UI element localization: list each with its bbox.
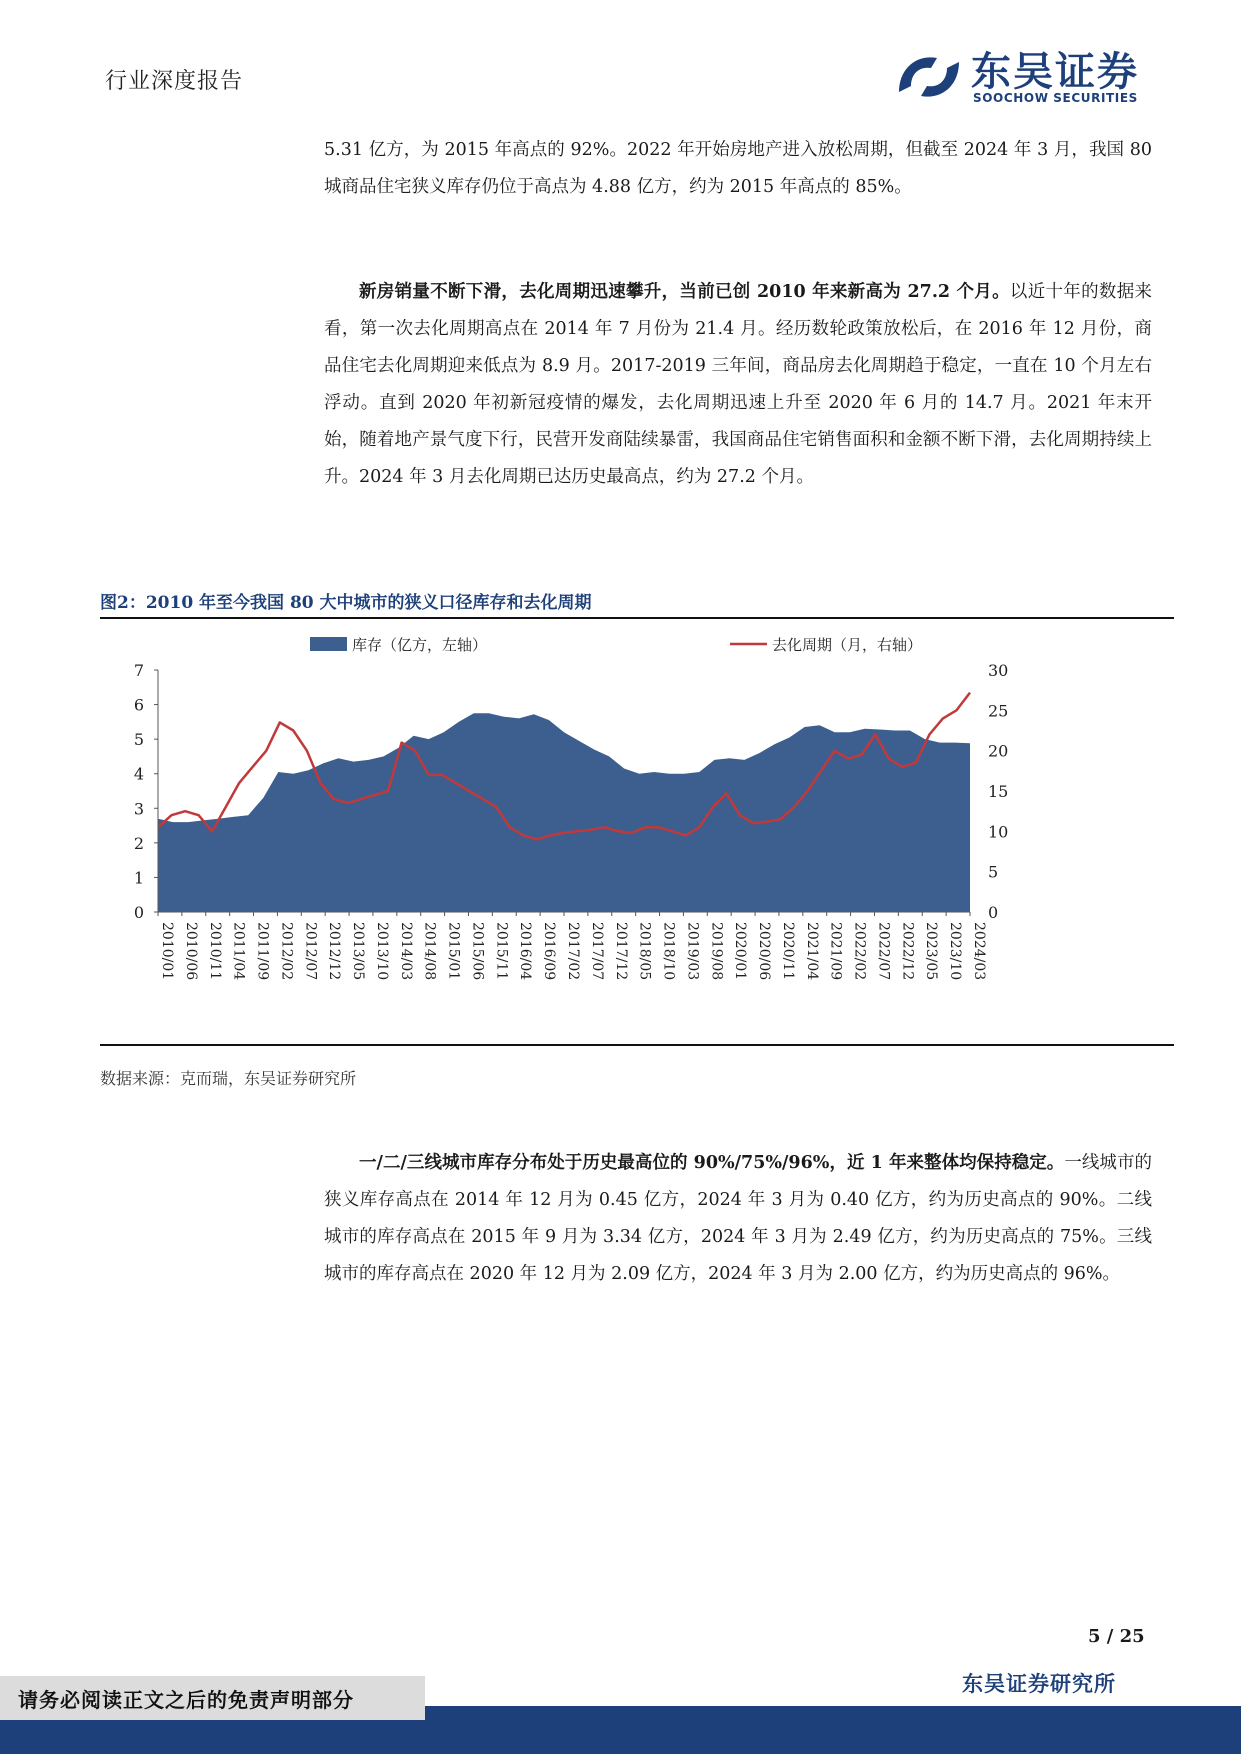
paragraph-destocking-cycle bbox=[324, 274, 1152, 496]
right-tick-label: 20 bbox=[988, 741, 1009, 761]
x-tick-label: 2014/08 bbox=[421, 922, 438, 981]
paragraph-inventory-intro: 5.31 亿方，为 2015 年高点的 92%。2022 年开始房地产进入放松周期，但截至 2024 年 3 月，我国 80 城商品住宅狭义库存仍位于高点为 4.88 亿方，约为 2015 年高点的 85%。 bbox=[324, 140, 1152, 197]
paragraph-destocking-body: 以近十年的数据来看，第一次去化周期高点在 2014 年 7 月份为 21.4 月。经历数轮政策放松后，在 2016 年 12 月份，商品住宅去化周期迎来低点为 8.9 月。2017-2019 三年间，商品房去化周期趋于稳定，一直在 10 个月左右浮动。直到 2020 年初新冠疫情的爆发，去化周期迅速上升至 2020 年 6 月的 14.7 月。2021 年末开始，随着地产景气度下行，民营开发商陆续暴雷，我国商品住宅销售面积和金额不断下滑，去化周期持续上升。2024 年 3 月去化周期已达历史最高点，约为 27.2 个月。 bbox=[324, 282, 1153, 487]
right-tick-label: 15 bbox=[988, 782, 1009, 801]
legend-label-inventory: 库存（亿方，左轴） bbox=[352, 636, 488, 654]
figure-source: 数据来源：克而瑞，东吴证券研究所 bbox=[100, 1069, 357, 1088]
x-tick-label: 2010/06 bbox=[182, 922, 199, 981]
x-tick-label: 2022/12 bbox=[899, 922, 916, 981]
right-tick-label: 0 bbox=[988, 903, 999, 922]
x-tick-label: 2020/01 bbox=[732, 922, 749, 981]
legend-swatch-inventory bbox=[310, 637, 347, 651]
company-logo-icon bbox=[893, 48, 965, 106]
paragraph-city-tiers-lead: 一/二/三线城市库存分布处于历史最高位的 90%/75%/96%，近 1 年来整体均保持稳定。 bbox=[359, 1153, 1065, 1173]
x-tick-label: 2016/09 bbox=[541, 922, 558, 981]
x-tick-label: 2017/07 bbox=[588, 922, 605, 981]
chart-legend bbox=[310, 636, 922, 654]
page-number: 5 / 25 bbox=[1088, 1626, 1145, 1647]
left-tick-label: 6 bbox=[133, 695, 144, 715]
x-tick-label: 2010/11 bbox=[206, 922, 223, 981]
right-tick-label: 5 bbox=[988, 862, 999, 882]
x-tick-label: 2015/01 bbox=[445, 922, 462, 981]
left-tick-label: 2 bbox=[133, 833, 144, 853]
company-name-en: SOOCHOW SECURITIES bbox=[973, 91, 1138, 105]
left-tick-label: 5 bbox=[133, 730, 144, 750]
company-logo bbox=[893, 48, 1153, 106]
x-tick-label: 2012/02 bbox=[278, 922, 295, 981]
inventory-cycle-chart bbox=[100, 622, 1174, 1042]
x-tick-label: 2018/10 bbox=[660, 922, 677, 981]
company-name-cn: 东吴证券 bbox=[971, 49, 1139, 95]
x-tick-label: 2020/11 bbox=[779, 922, 796, 981]
x-tick-label: 2017/02 bbox=[565, 922, 581, 981]
paragraph-city-tiers bbox=[324, 1145, 1152, 1293]
x-tick-label: 2014/03 bbox=[397, 922, 414, 981]
right-tick-label: 30 bbox=[988, 661, 1009, 680]
x-tick-label: 2019/03 bbox=[684, 922, 701, 981]
left-tick-label: 7 bbox=[133, 661, 144, 680]
paragraph-city-tiers-body: 一线城市的狭义库存高点在 2014 年 12 月为 0.45 亿方，2024 年 3 月为 0.40 亿方，约为历史高点的 90%。二线城市的库存高点在 2015 年 9 月为 3.34 亿方，2024 年 3 月为 2.49 亿方，约为历史高点的 75%。三线城市的库存高点在 2020 年 12 月为 2.09 亿方，2024 年 3 月为 2.00 亿方，约为历史高点的 96%。 bbox=[324, 1153, 1152, 1284]
x-tick-label: 2019/08 bbox=[708, 922, 725, 981]
footer-institute: 东吴证券研究所 bbox=[962, 1671, 1116, 1696]
inventory-area-series bbox=[158, 713, 970, 912]
x-tick-label: 2012/07 bbox=[302, 922, 319, 981]
figure-title: 图2：2010 年至今我国 80 大中城市的狭义口径库存和去化周期 bbox=[100, 593, 592, 613]
x-tick-label: 2015/06 bbox=[469, 922, 486, 981]
x-tick-label: 2024/03 bbox=[971, 922, 987, 981]
right-tick-label: 10 bbox=[988, 822, 1009, 842]
figure-bottom-rule bbox=[100, 1044, 1174, 1046]
x-tick-label: 2020/06 bbox=[756, 922, 773, 981]
report-type-label: 行业深度报告 bbox=[105, 69, 244, 94]
x-tick-label: 2016/04 bbox=[517, 922, 534, 981]
x-tick-label: 2011/04 bbox=[230, 922, 247, 981]
left-tick-label: 1 bbox=[133, 868, 144, 888]
left-tick-label: 0 bbox=[133, 903, 144, 922]
x-tick-label: 2022/07 bbox=[875, 922, 892, 981]
x-tick-label: 2013/10 bbox=[373, 922, 390, 981]
x-tick-label: 2023/05 bbox=[923, 922, 940, 981]
x-tick-label: 2018/05 bbox=[636, 922, 653, 981]
left-tick-label: 3 bbox=[133, 799, 144, 819]
x-tick-label: 2023/10 bbox=[947, 922, 964, 981]
x-tick-label: 2022/02 bbox=[851, 922, 868, 981]
left-tick-label: 4 bbox=[133, 764, 144, 784]
right-tick-label: 25 bbox=[988, 701, 1009, 721]
x-tick-label: 2013/05 bbox=[350, 922, 367, 981]
disclaimer-text: 请务必阅读正文之后的免责声明部分 bbox=[18, 1688, 354, 1712]
x-tick-label: 2021/09 bbox=[827, 922, 844, 981]
x-tick-label: 2017/12 bbox=[612, 922, 629, 981]
legend-label-cycle: 去化周期（月，右轴） bbox=[772, 636, 923, 654]
x-tick-label: 2011/09 bbox=[254, 922, 271, 981]
x-tick-label: 2015/11 bbox=[493, 922, 510, 981]
x-tick-label: 2010/01 bbox=[159, 922, 175, 981]
figure-top-rule bbox=[100, 617, 1174, 619]
x-tick-label: 2021/04 bbox=[803, 922, 820, 981]
x-tick-label: 2012/12 bbox=[326, 922, 343, 981]
paragraph-destocking-lead: 新房销量不断下滑，去化周期迅速攀升，当前已创 2010 年来新高为 27.2 个月。 bbox=[359, 282, 1010, 302]
